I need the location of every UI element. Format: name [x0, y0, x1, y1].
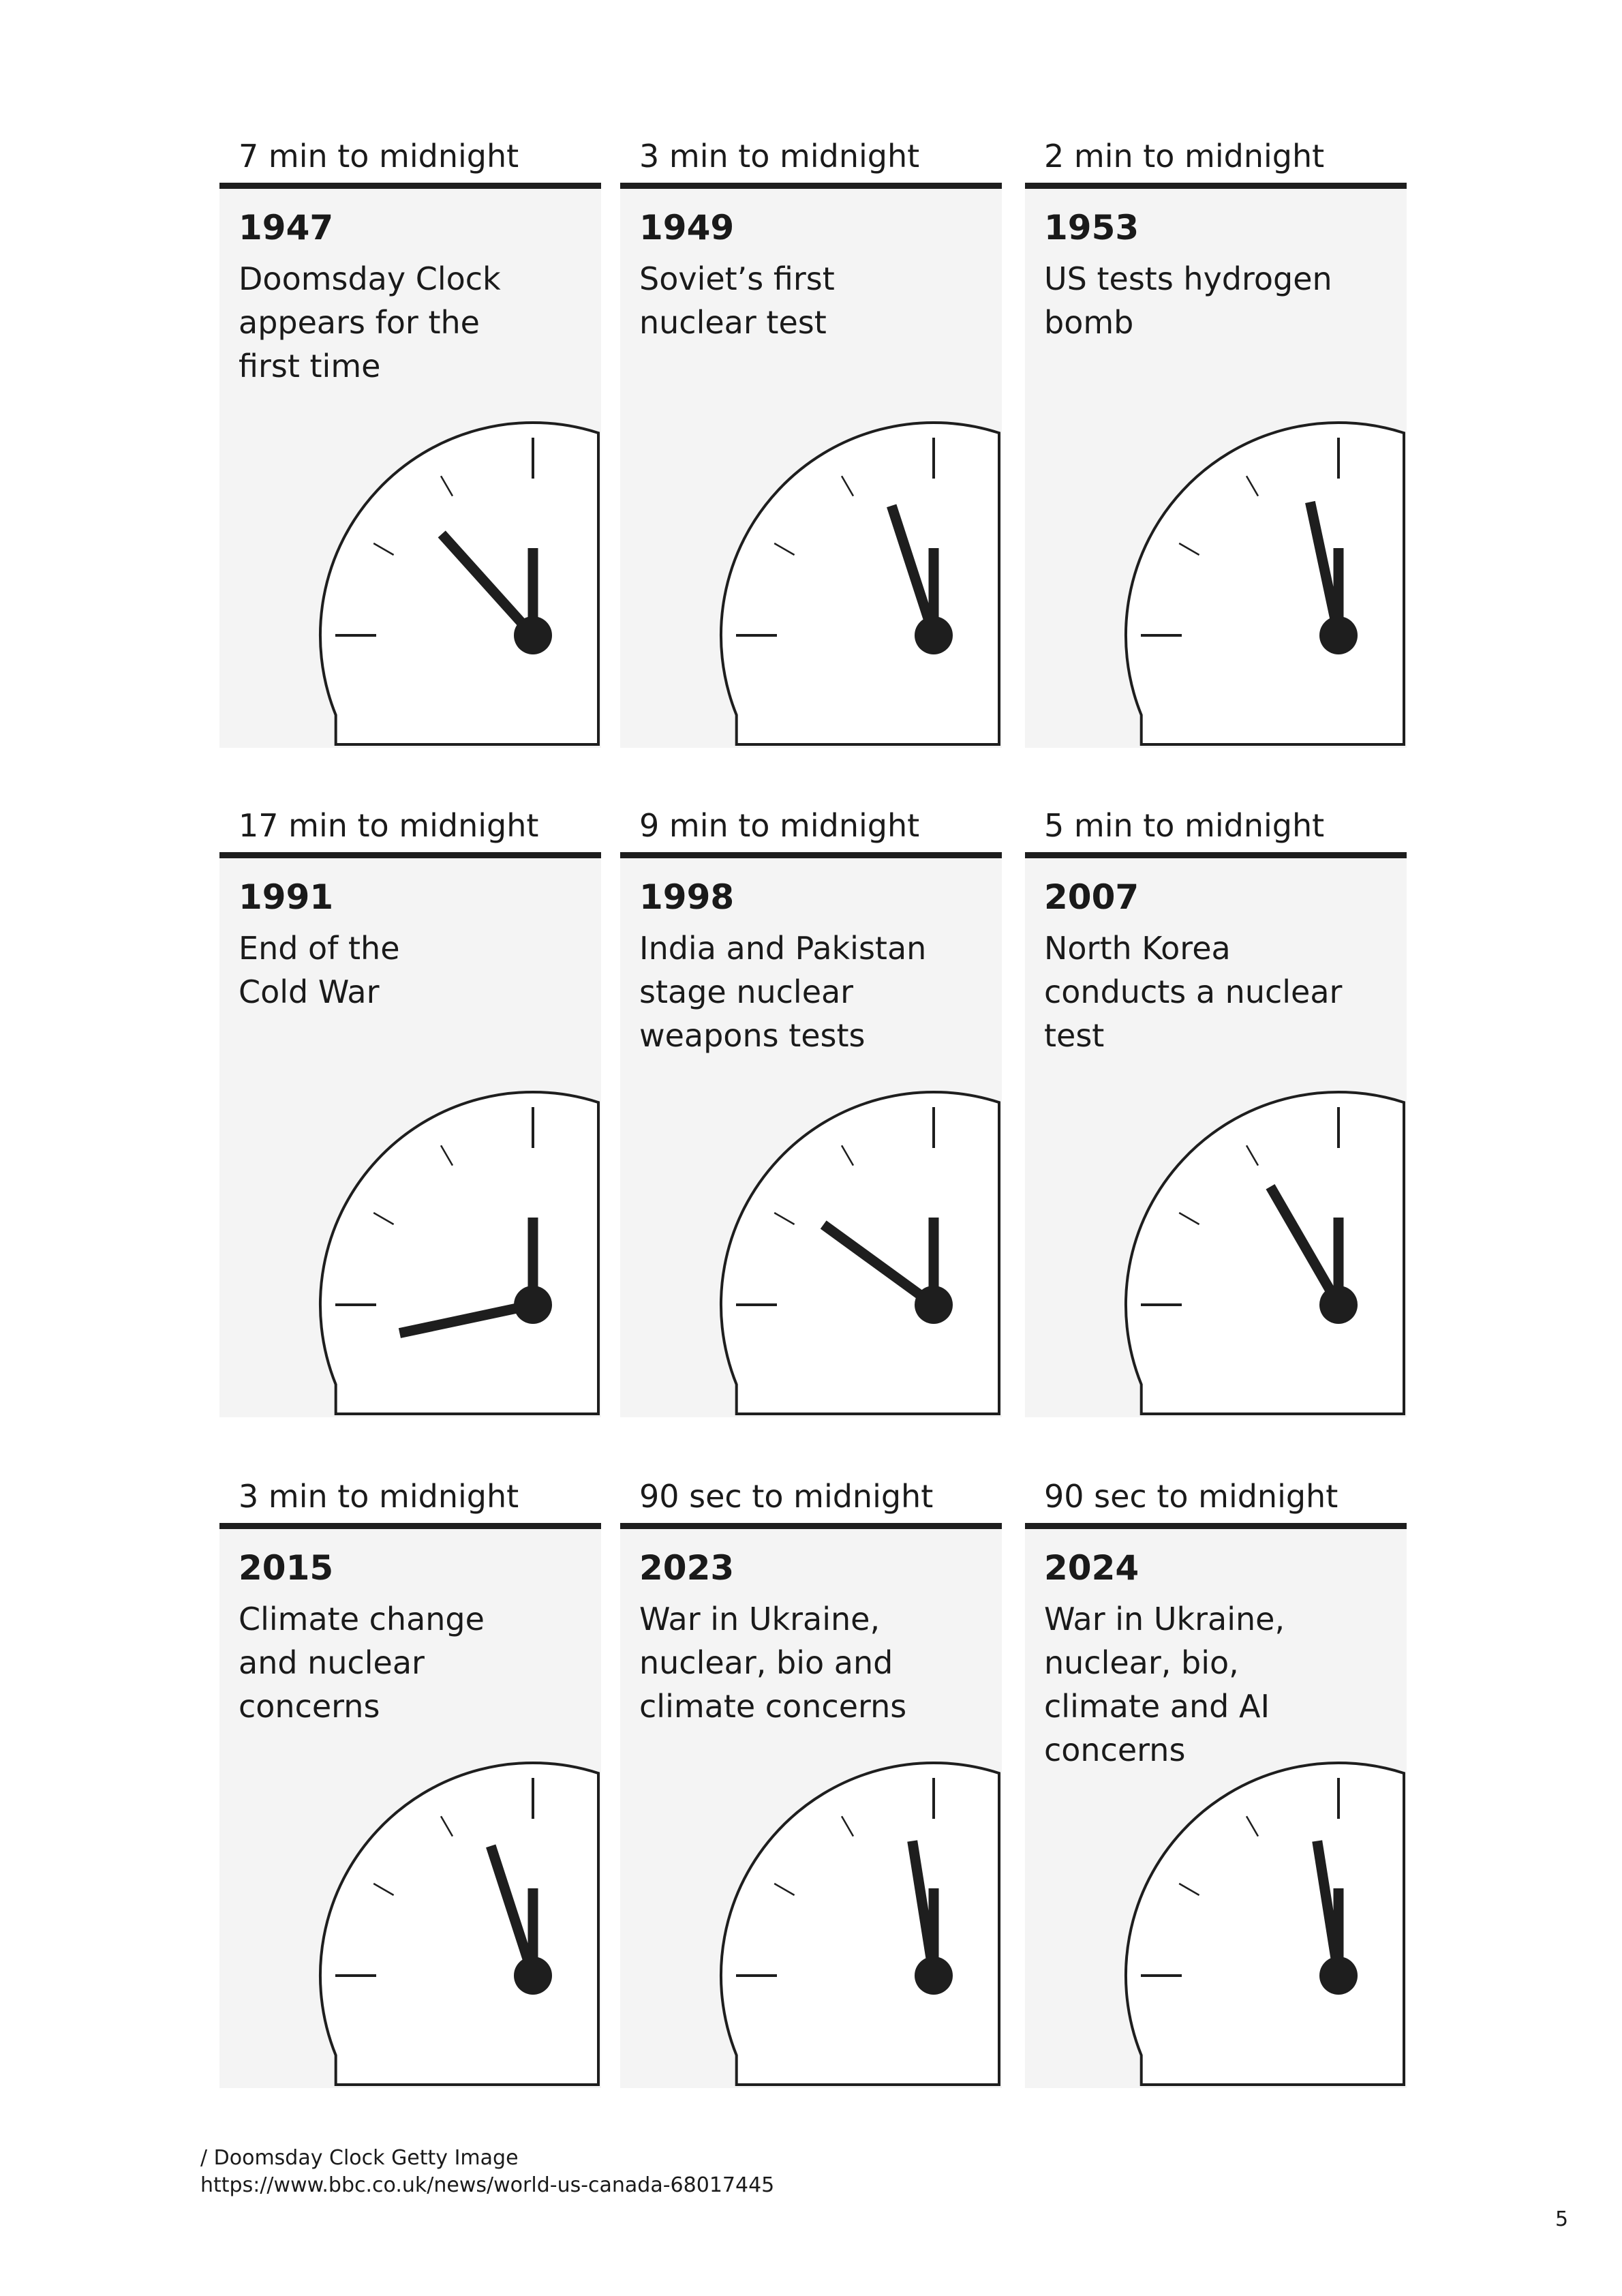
- description-line: War in Ukraine,: [639, 1601, 881, 1637]
- clock-card: [219, 799, 601, 1417]
- time-to-midnight-label: 3 min to midnight: [620, 130, 1002, 189]
- clock-pivot: [915, 1957, 953, 1995]
- description-line: first time: [239, 348, 381, 384]
- image-caption: / Doomsday Clock Getty Image: [200, 2146, 519, 2170]
- description-line: and nuclear: [239, 1644, 425, 1681]
- event-year: 2023: [639, 1548, 735, 1588]
- event-description: [1044, 926, 1371, 1057]
- clock-pivot: [1319, 1286, 1358, 1324]
- event-description: [639, 257, 966, 344]
- time-to-midnight-label: 3 min to midnight: [219, 1470, 601, 1529]
- description-line: North Korea: [1044, 930, 1231, 967]
- card-body: [219, 858, 601, 1417]
- time-to-midnight-label: 9 min to midnight: [620, 799, 1002, 858]
- event-year: 2015: [239, 1548, 334, 1588]
- clock-card: [1025, 799, 1407, 1417]
- clock-pivot: [1319, 616, 1358, 654]
- page-number: 5: [1555, 2207, 1569, 2231]
- clock-face: [1126, 1763, 1404, 2085]
- description-line: stage nuclear: [639, 973, 854, 1010]
- event-description: [639, 926, 966, 1057]
- time-to-midnight-label: 90 sec to midnight: [620, 1470, 1002, 1529]
- card-body: [1025, 858, 1407, 1417]
- clock-face: [721, 1763, 999, 2085]
- clock-card: [1025, 1470, 1407, 2088]
- description-line: Soviet’s first: [639, 260, 835, 297]
- event-year: 1947: [239, 208, 334, 247]
- clock-card: [219, 130, 601, 748]
- clock-face: [1126, 1092, 1404, 1414]
- description-line: weapons tests: [639, 1017, 866, 1054]
- card-body: [620, 189, 1002, 748]
- clock-card: [620, 1470, 1002, 2088]
- description-line: test: [1044, 1017, 1105, 1054]
- event-description: [639, 1597, 966, 1728]
- event-year: 1949: [639, 208, 735, 247]
- event-year: 2007: [1044, 877, 1139, 917]
- clock-pivot: [1319, 1957, 1358, 1995]
- clock-card: [219, 1470, 601, 2088]
- description-line: concerns: [239, 1688, 380, 1725]
- description-line: War in Ukraine,: [1044, 1601, 1285, 1637]
- event-description: [239, 257, 566, 388]
- description-line: Climate change: [239, 1601, 485, 1637]
- description-line: nuclear, bio and: [639, 1644, 893, 1681]
- description-line: nuclear test: [639, 304, 827, 341]
- description-line: End of the: [239, 930, 400, 967]
- time-to-midnight-label: 7 min to midnight: [219, 130, 601, 189]
- clock-pivot: [514, 1286, 552, 1324]
- clock-pivot: [915, 1286, 953, 1324]
- clock-card: [620, 799, 1002, 1417]
- description-line: US tests hydrogen: [1044, 260, 1332, 297]
- clock-pivot: [514, 616, 552, 654]
- event-year: 2024: [1044, 1548, 1139, 1588]
- clock-card: [620, 130, 1002, 748]
- card-body: [219, 1529, 601, 2088]
- clock-card: [1025, 130, 1407, 748]
- description-line: appears for the: [239, 304, 480, 341]
- clock-face: [721, 423, 999, 744]
- time-to-midnight-label: 2 min to midnight: [1025, 130, 1407, 189]
- description-line: conducts a nuclear: [1044, 973, 1343, 1010]
- card-body: [620, 858, 1002, 1417]
- event-year: 1991: [239, 877, 334, 917]
- event-description: [1044, 257, 1371, 344]
- description-line: climate concerns: [639, 1688, 907, 1725]
- time-to-midnight-label: 17 min to midnight: [219, 799, 601, 858]
- description-line: climate and AI: [1044, 1688, 1270, 1725]
- source-url: https://www.bbc.co.uk/news/world-us-canada-68017445: [200, 2173, 775, 2197]
- event-description: [239, 1597, 566, 1728]
- description-line: Doomsday Clock: [239, 260, 501, 297]
- event-year: 1953: [1044, 208, 1139, 247]
- card-body: [219, 189, 601, 748]
- description-line: concerns: [1044, 1732, 1186, 1768]
- clock-pivot: [514, 1957, 552, 1995]
- description-line: nuclear, bio,: [1044, 1644, 1239, 1681]
- clock-face: [1126, 423, 1404, 744]
- event-year: 1998: [639, 877, 735, 917]
- time-to-midnight-label: 5 min to midnight: [1025, 799, 1407, 858]
- description-line: Cold War: [239, 973, 380, 1010]
- time-to-midnight-label: 90 sec to midnight: [1025, 1470, 1407, 1529]
- card-body: [1025, 189, 1407, 748]
- event-description: [1044, 1597, 1371, 1772]
- event-description: [239, 926, 566, 1014]
- description-line: India and Pakistan: [639, 930, 927, 967]
- card-body: [620, 1529, 1002, 2088]
- clock-pivot: [915, 616, 953, 654]
- clock-face: [320, 1092, 598, 1414]
- description-line: bomb: [1044, 304, 1134, 341]
- card-body: [1025, 1529, 1407, 2088]
- clock-face: [320, 423, 598, 744]
- clock-face: [320, 1763, 598, 2085]
